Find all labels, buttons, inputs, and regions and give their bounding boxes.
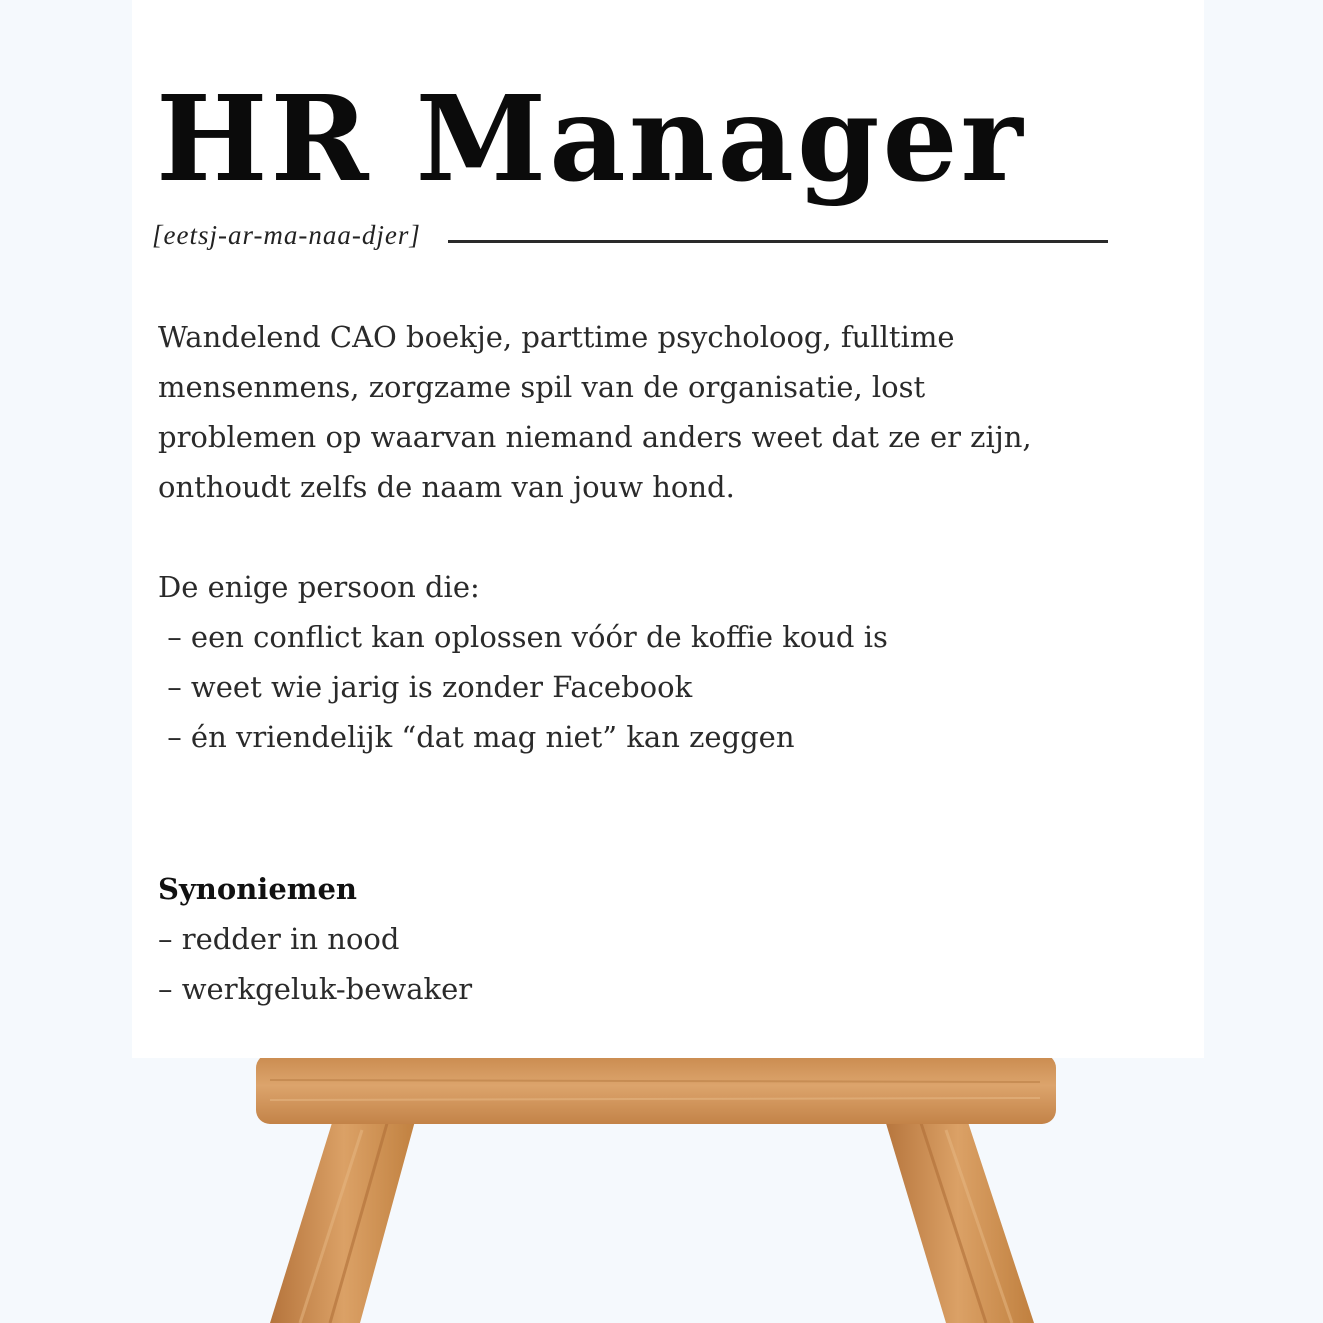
definition-text (158, 312, 1118, 512)
easel-left-leg (270, 1110, 418, 1323)
synonyms-heading: Synoniemen (158, 872, 357, 906)
qualities-intro: De enige persoon die: (158, 570, 480, 604)
definition-line: problemen op waarvan niemand anders weet dat ze er zijn, (158, 420, 1032, 454)
pronunciation-row (152, 220, 1110, 256)
synonym-item: – redder in nood (158, 922, 400, 956)
definition-line: Wandelend CAO boekje, parttime psycholoog, fulltime (158, 320, 955, 354)
easel-right-leg (882, 1110, 1034, 1323)
quality-item: – weet wie jarig is zonder Facebook (158, 670, 693, 704)
definition-card (132, 0, 1204, 1058)
synonyms-section (158, 864, 472, 1014)
definition-line: mensenmens, zorgzame spil van de organisatie, lost (158, 370, 926, 404)
card-title: HR Manager (156, 69, 1026, 208)
definition-line: onthoudt zelfs de naam van jouw hond. (158, 470, 735, 504)
synonym-item: – werkgeluk-bewaker (158, 972, 473, 1006)
easel-crossbar (256, 1054, 1056, 1124)
quality-item: – een conflict kan oplossen vóór de koffie koud is (158, 620, 888, 654)
qualities-list (158, 562, 1118, 762)
quality-item: – én vriendelijk “dat mag niet” kan zeggen (158, 720, 795, 754)
pronunciation: [eetsj-ar-ma-naa-djer] (152, 220, 421, 250)
card-body (158, 312, 1118, 762)
divider-line (448, 240, 1108, 243)
